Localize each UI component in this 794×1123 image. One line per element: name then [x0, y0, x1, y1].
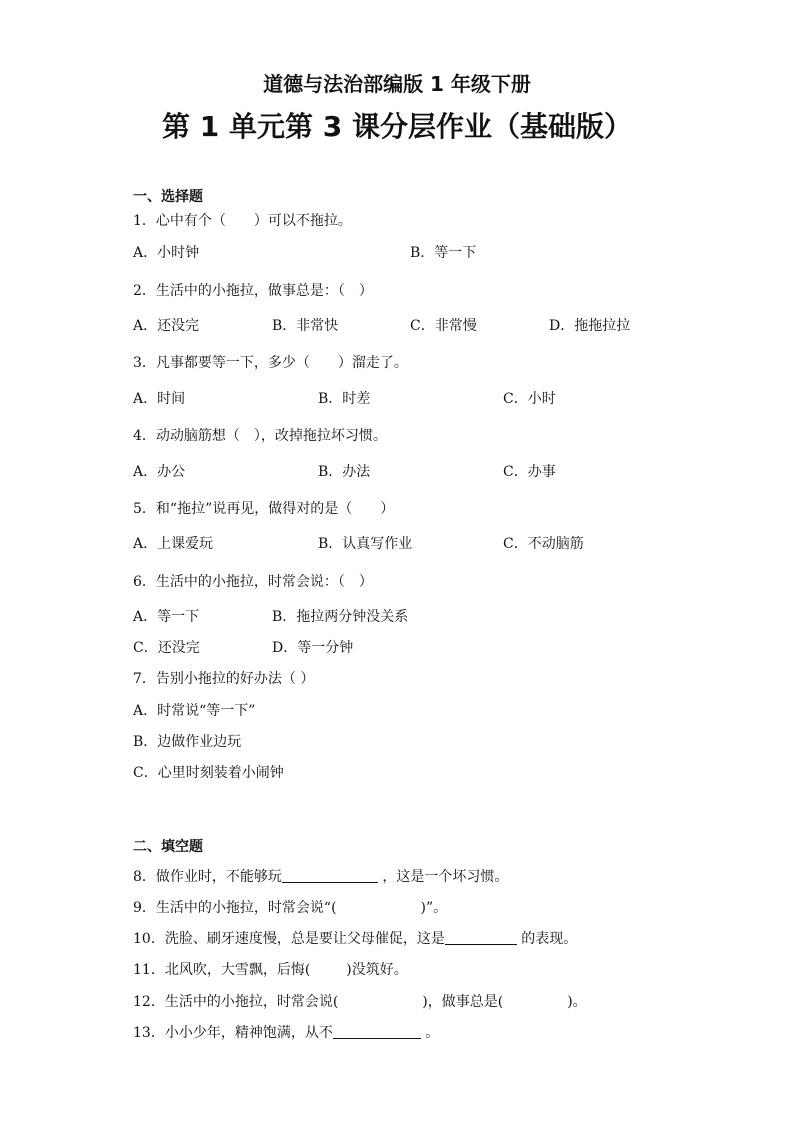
q1-option-b: B．等一下	[410, 245, 477, 261]
q3-option-c: C．小时	[503, 391, 556, 407]
q9-text-before: 9．生活中的小拖拉，时常会说“(	[133, 900, 337, 916]
document-title: 道德与法治部编版 1 年级下册	[263, 72, 531, 96]
question-2: 2．生活中的小拖拉，做事总是：（ ）	[133, 283, 373, 299]
question-10	[133, 930, 577, 948]
q12-text-after: )。	[567, 994, 587, 1010]
q6-option-d: D．等一分钟	[272, 640, 354, 656]
document-subtitle: 第 1 单元第 3 课分层作业（基础版）	[162, 110, 632, 143]
q1-option-a: A．小时钟	[133, 245, 200, 261]
q5-option-c: C．不动脑筋	[503, 536, 584, 552]
q6-option-c: C．还没完	[133, 640, 200, 656]
question-7: 7．告别小拖拉的好办法（ ）	[133, 671, 315, 687]
question-5: 5．和“拖拉”说再见，做得对的是（ ）	[133, 501, 395, 517]
q12-text-middle: )，做事总是(	[422, 994, 504, 1010]
q2-option-d: D．拖拖拉拉	[549, 318, 631, 334]
question-4: 4．动动脑筋想（ ），改掉拖拉坏习惯。	[133, 428, 387, 444]
q2-option-b: B．非常快	[272, 318, 339, 334]
question-11	[133, 961, 408, 979]
q8-text-after: ，这是一个坏习惯。	[382, 869, 509, 885]
q4-option-b: B．办法	[318, 464, 371, 480]
question-1: 1．心中有个（ ）可以不拖拉。	[133, 213, 352, 229]
q2-option-a: A．还没完	[133, 318, 200, 334]
question-6: 6．生活中的小拖拉，时常会说：（ ）	[133, 574, 373, 590]
q6-option-a: A．等一下	[133, 609, 200, 625]
q6-option-b: B．拖拉两分钟没关系	[272, 609, 409, 625]
q5-option-b: B．认真写作业	[318, 536, 413, 552]
q5-option-a: A．上课爱玩	[133, 536, 214, 552]
q10-text-after: 的表现。	[521, 931, 578, 947]
q8-answer-blank[interactable]	[282, 868, 378, 883]
question-13	[133, 1024, 439, 1042]
q7-option-c: C．心里时刻装着小闹钟	[133, 765, 284, 781]
q8-text-before: 8．做作业时，不能够玩	[133, 869, 282, 885]
q13-answer-blank[interactable]	[333, 1024, 421, 1039]
q13-text-before: 13．小小少年，精神饱满，从不	[133, 1025, 333, 1041]
q12-text-before: 12．生活中的小拖拉，时常会说(	[133, 994, 339, 1010]
q7-option-b: B．边做作业边玩	[133, 734, 242, 750]
question-12	[133, 993, 587, 1011]
q4-option-a: A．办公	[133, 464, 186, 480]
q11-text-before: 11．北风吹，大雪飘，后悔(	[133, 962, 311, 978]
q10-answer-blank[interactable]	[445, 930, 517, 945]
q3-option-b: B．时差	[318, 391, 371, 407]
q2-option-c: C．非常慢	[410, 318, 477, 334]
section-fill-title: 二、填空题	[133, 839, 203, 855]
question-8	[133, 868, 508, 886]
question-3: 3．凡事都要等一下，多少（ ）溜走了。	[133, 355, 408, 371]
q10-text-before: 10．洗脸、刷牙速度慢，总是要让父母催促，这是	[133, 931, 445, 947]
q3-option-a: A．时间	[133, 391, 186, 407]
question-9	[133, 899, 447, 917]
q9-text-after: )”。	[420, 900, 448, 916]
q7-option-a: A．时常说“等一下”	[133, 703, 256, 719]
section-choice-title: 一、选择题	[133, 189, 203, 205]
q4-option-c: C．办事	[503, 464, 556, 480]
q11-text-after: )没筑好。	[346, 962, 408, 978]
q13-text-after: 。	[425, 1025, 440, 1041]
